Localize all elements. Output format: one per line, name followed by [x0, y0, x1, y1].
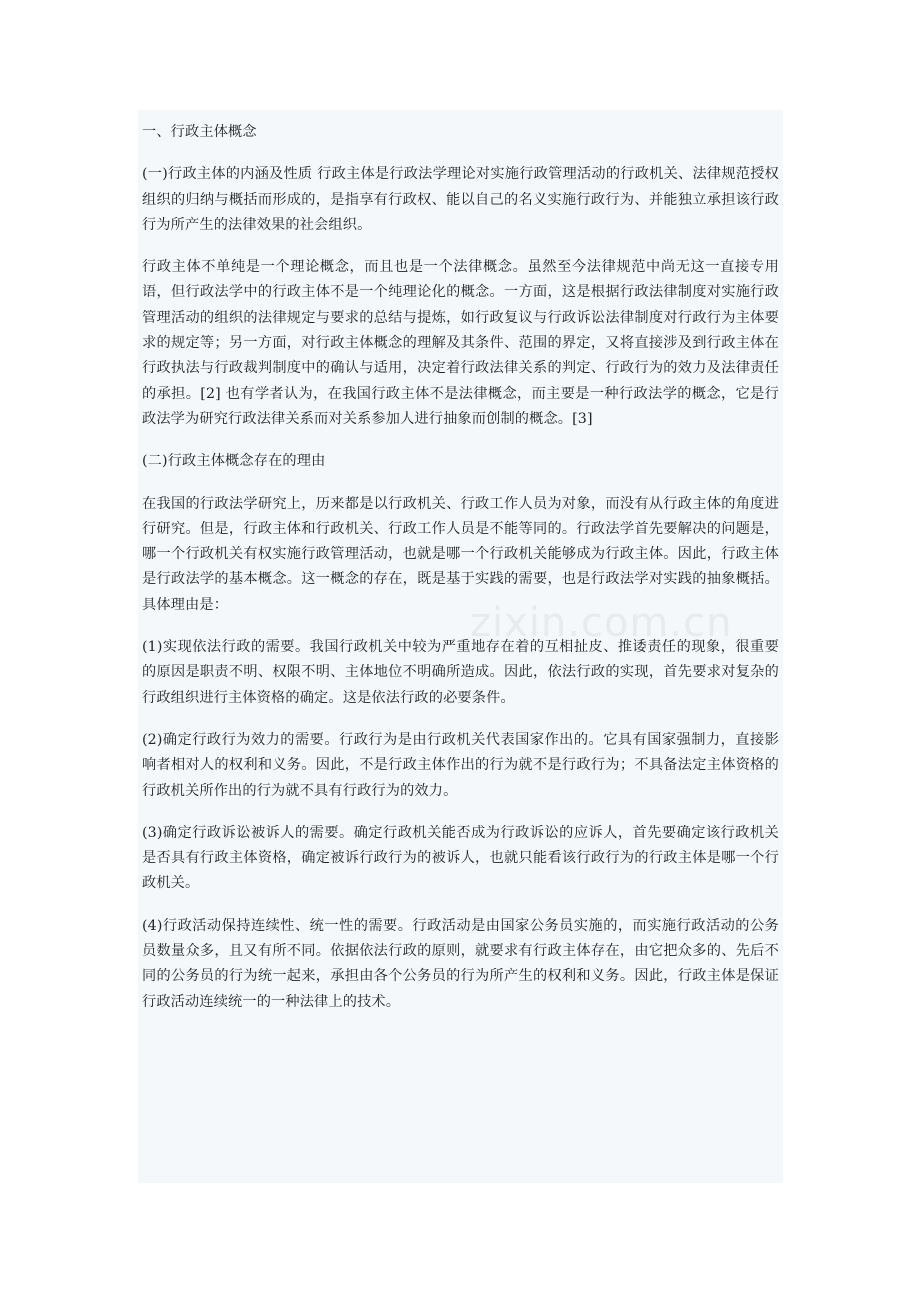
paragraph-legal-concept: 行政主体不单纯是一个理论概念，而且也是一个法律概念。虽然至今法律规范中尚无这一直接专用语，但行政法学中的行政主体不是一个纯理论化的概念。一方面，这是根据行政法律制度对实施行政管理活动的组织的法律规定与要求的总结与提炼，如行政复议与行政诉讼法律制度对行政行为主体要求的规定等；另一方面，对行政主体概念的理解及其条件、范围的界定，又将直接涉及到行政主体在行政执法与行政裁判制度中的确认与适用，决定着行政法律关系的判定、行政行为的效力及法律责任的承担。[2] 也有学者认为，在我国行政主体不是法律概念，而主要是一种行政法学的概念，它是行政法学为研究行政法律关系而对关系参加人进行抽象而创制的概念。[3] [142, 259, 779, 427]
section-heading: 一、行政主体概念 [142, 124, 257, 140]
paragraph-reasons-intro: 在我国的行政法学研究上，历来都是以行政机关、行政工作人员为对象，而没有从行政主体的角度进行研究。但是，行政主体和行政机关、行政工作人员是不能等同的。行政法学首先要解决的问题是，哪一个行政机关有权实施行政管理活动，也就是哪一个行政机关能够成为行政主体。因此，行政主体是行政法学的基本概念。这一概念的存在，既是基于实践的需要，也是行政法学对实践的抽象概括。具体理由是： [142, 495, 779, 613]
paragraph-reason-3: (3)确定行政诉讼被诉人的需要。确定行政机关能否成为行政诉讼的应诉人，首先要确定该行政机关是否具有行政主体资格，确定被诉行政行为的被诉人，也就只能看该行政行为的行政主体是哪一个行政机关。 [142, 824, 779, 892]
paragraph-reason-4: (4)行政活动保持连续性、统一性的需要。行政活动是由国家公务员实施的，而实施行政活动的公务员数量众多，且又有所不同。依据依法行政的原则，就要求有行政主体存在，由它把众多的、先后不同的公务员的行为统一起来，承担由各个公务员的行为所产生的权利和义务。因此，行政主体是保证行政活动连续统一的一种法律上的技术。 [142, 917, 779, 1010]
paragraph-reason-2: (2)确定行政行为效力的需要。行政行为是由行政机关代表国家作出的。它具有国家强制力，直接影响者相对人的权利和义务。因此，不是行政主体作出的行为就不是行政行为；不具备法定主体资格的行政机关所作出的行为就不具有行政行为的效力。 [142, 731, 779, 799]
watermark-logo: zixin.com.cn [470, 600, 733, 646]
subsection-heading: (二)行政主体概念存在的理由 [142, 453, 326, 470]
paragraph-definition: (一)行政主体的内涵及性质 行政主体是行政法学理论对实施行政管理活动的行政机关、法律规范授权组织的归纳与概括而形成的，是指享有行政权、能以自己的名义实施行政行为、并能独立承担该行政行为所产生的法律效果的社会组织。 [142, 166, 779, 233]
paragraph-reason-1: (1)实现依法行政的需要。我国行政机关中较为严重地存在着的互相扯皮、推诿责任的现象，很重要的原因是职责不明、权限不明、主体地位不明确所造成。因此，依法行政的实现，首先要求对复杂的行政组织进行主体资格的确定。这是依法行政的必要条件。 [142, 639, 779, 706]
article-body [138, 110, 783, 1183]
